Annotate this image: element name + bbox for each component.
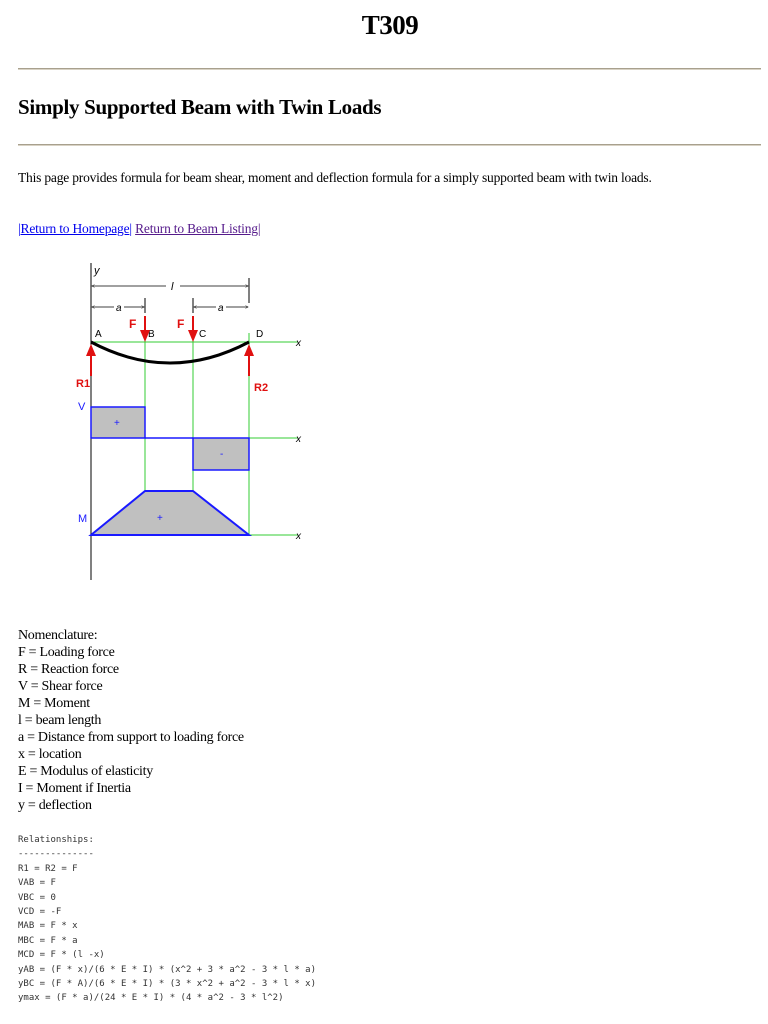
a-label-right: a xyxy=(218,303,224,314)
length-label: l xyxy=(171,281,174,293)
nomenclature-item: R = Reaction force xyxy=(18,662,119,677)
nomenclature-item: I = Moment if Inertia xyxy=(18,781,131,796)
reaction-label-1: R1 xyxy=(76,378,91,390)
nomenclature-item: F = Loading force xyxy=(18,645,115,660)
y-axis-label: y xyxy=(94,265,100,277)
formula-line: VBC = 0 xyxy=(18,892,56,903)
formula-line: R1 = R2 = F xyxy=(18,863,78,874)
x-axis-label: x xyxy=(296,531,301,542)
formula-line: VAB = F xyxy=(18,878,56,889)
point-a-label: A xyxy=(95,329,102,340)
point-b-label: B xyxy=(148,329,155,340)
shear-axis-label: V xyxy=(78,401,86,413)
shear-positive-sign: + xyxy=(114,418,120,429)
formula-line: MBC = F * a xyxy=(18,935,78,946)
moment-positive-sign: + xyxy=(157,513,163,524)
nomenclature-item: y = deflection xyxy=(18,798,92,813)
force-label-1: F xyxy=(129,317,137,331)
divider xyxy=(18,68,761,70)
nomenclature-item: x = location xyxy=(18,747,82,762)
link-separator: | xyxy=(257,221,261,236)
relationships-underline: -------------- xyxy=(18,849,94,860)
nomenclature-item: M = Moment xyxy=(18,696,90,711)
reaction-arrow-1 xyxy=(86,344,96,376)
force-arrow-2 xyxy=(188,316,198,342)
x-axis-label: x xyxy=(296,434,301,445)
nav-links xyxy=(18,221,260,237)
nomenclature-item: E = Modulus of elasticity xyxy=(18,764,153,779)
return-home-link[interactable]: Return to Homepage xyxy=(20,221,130,236)
nomenclature-item: a = Distance from support to loading force xyxy=(18,730,244,745)
formula-line: ymax = (F * a)/(24 * E * I) * (4 * a^2 - 3 * l^2) xyxy=(18,993,284,1004)
intro-paragraph: This page provides formula for beam shear, moment and deflection formula for a simply supported beam with twin loads. xyxy=(18,170,652,185)
relationships-section xyxy=(18,833,316,1006)
force-label-2: F xyxy=(177,317,185,331)
divider xyxy=(18,144,761,146)
page-title: Simply Supported Beam with Twin Loads xyxy=(18,95,382,119)
formula-line: MCD = F * (l -x) xyxy=(18,950,105,961)
shear-negative-sign: - xyxy=(220,449,224,460)
moment-region xyxy=(91,491,249,535)
formula-line: VCD = -F xyxy=(18,907,62,918)
nomenclature-section xyxy=(18,627,244,814)
reaction-label-2: R2 xyxy=(254,382,269,394)
link-separator: | xyxy=(18,221,21,236)
formula-line: yBC = (F * A)/(6 * E * I) * (3 * x^2 + a^2 - 3 * l * x) xyxy=(18,979,317,990)
link-separator: | xyxy=(129,221,132,236)
nomenclature-item: V = Shear force xyxy=(18,679,103,694)
return-beam-listing-link[interactable]: Return to Beam Listing xyxy=(135,221,258,236)
moment-axis-label: M xyxy=(78,513,88,525)
formula-line: yAB = (F * x)/(6 * E * I) * (x^2 + 3 * a^2 - 3 * l * a) xyxy=(18,964,317,975)
point-d-label: D xyxy=(256,329,264,340)
reaction-arrow-2 xyxy=(244,344,254,376)
page-code-title: T309 xyxy=(361,10,419,40)
point-c-label: C xyxy=(199,329,207,340)
relationships-heading: Relationships: xyxy=(18,835,94,845)
x-axis-label: x xyxy=(296,338,301,349)
nomenclature-item: l = beam length xyxy=(18,713,102,728)
formula-line: MAB = F * x xyxy=(18,921,78,932)
a-label-left: a xyxy=(116,303,122,314)
beam-diagram xyxy=(70,258,320,588)
deflected-beam xyxy=(91,342,249,363)
nomenclature-heading: Nomenclature: xyxy=(18,628,98,643)
